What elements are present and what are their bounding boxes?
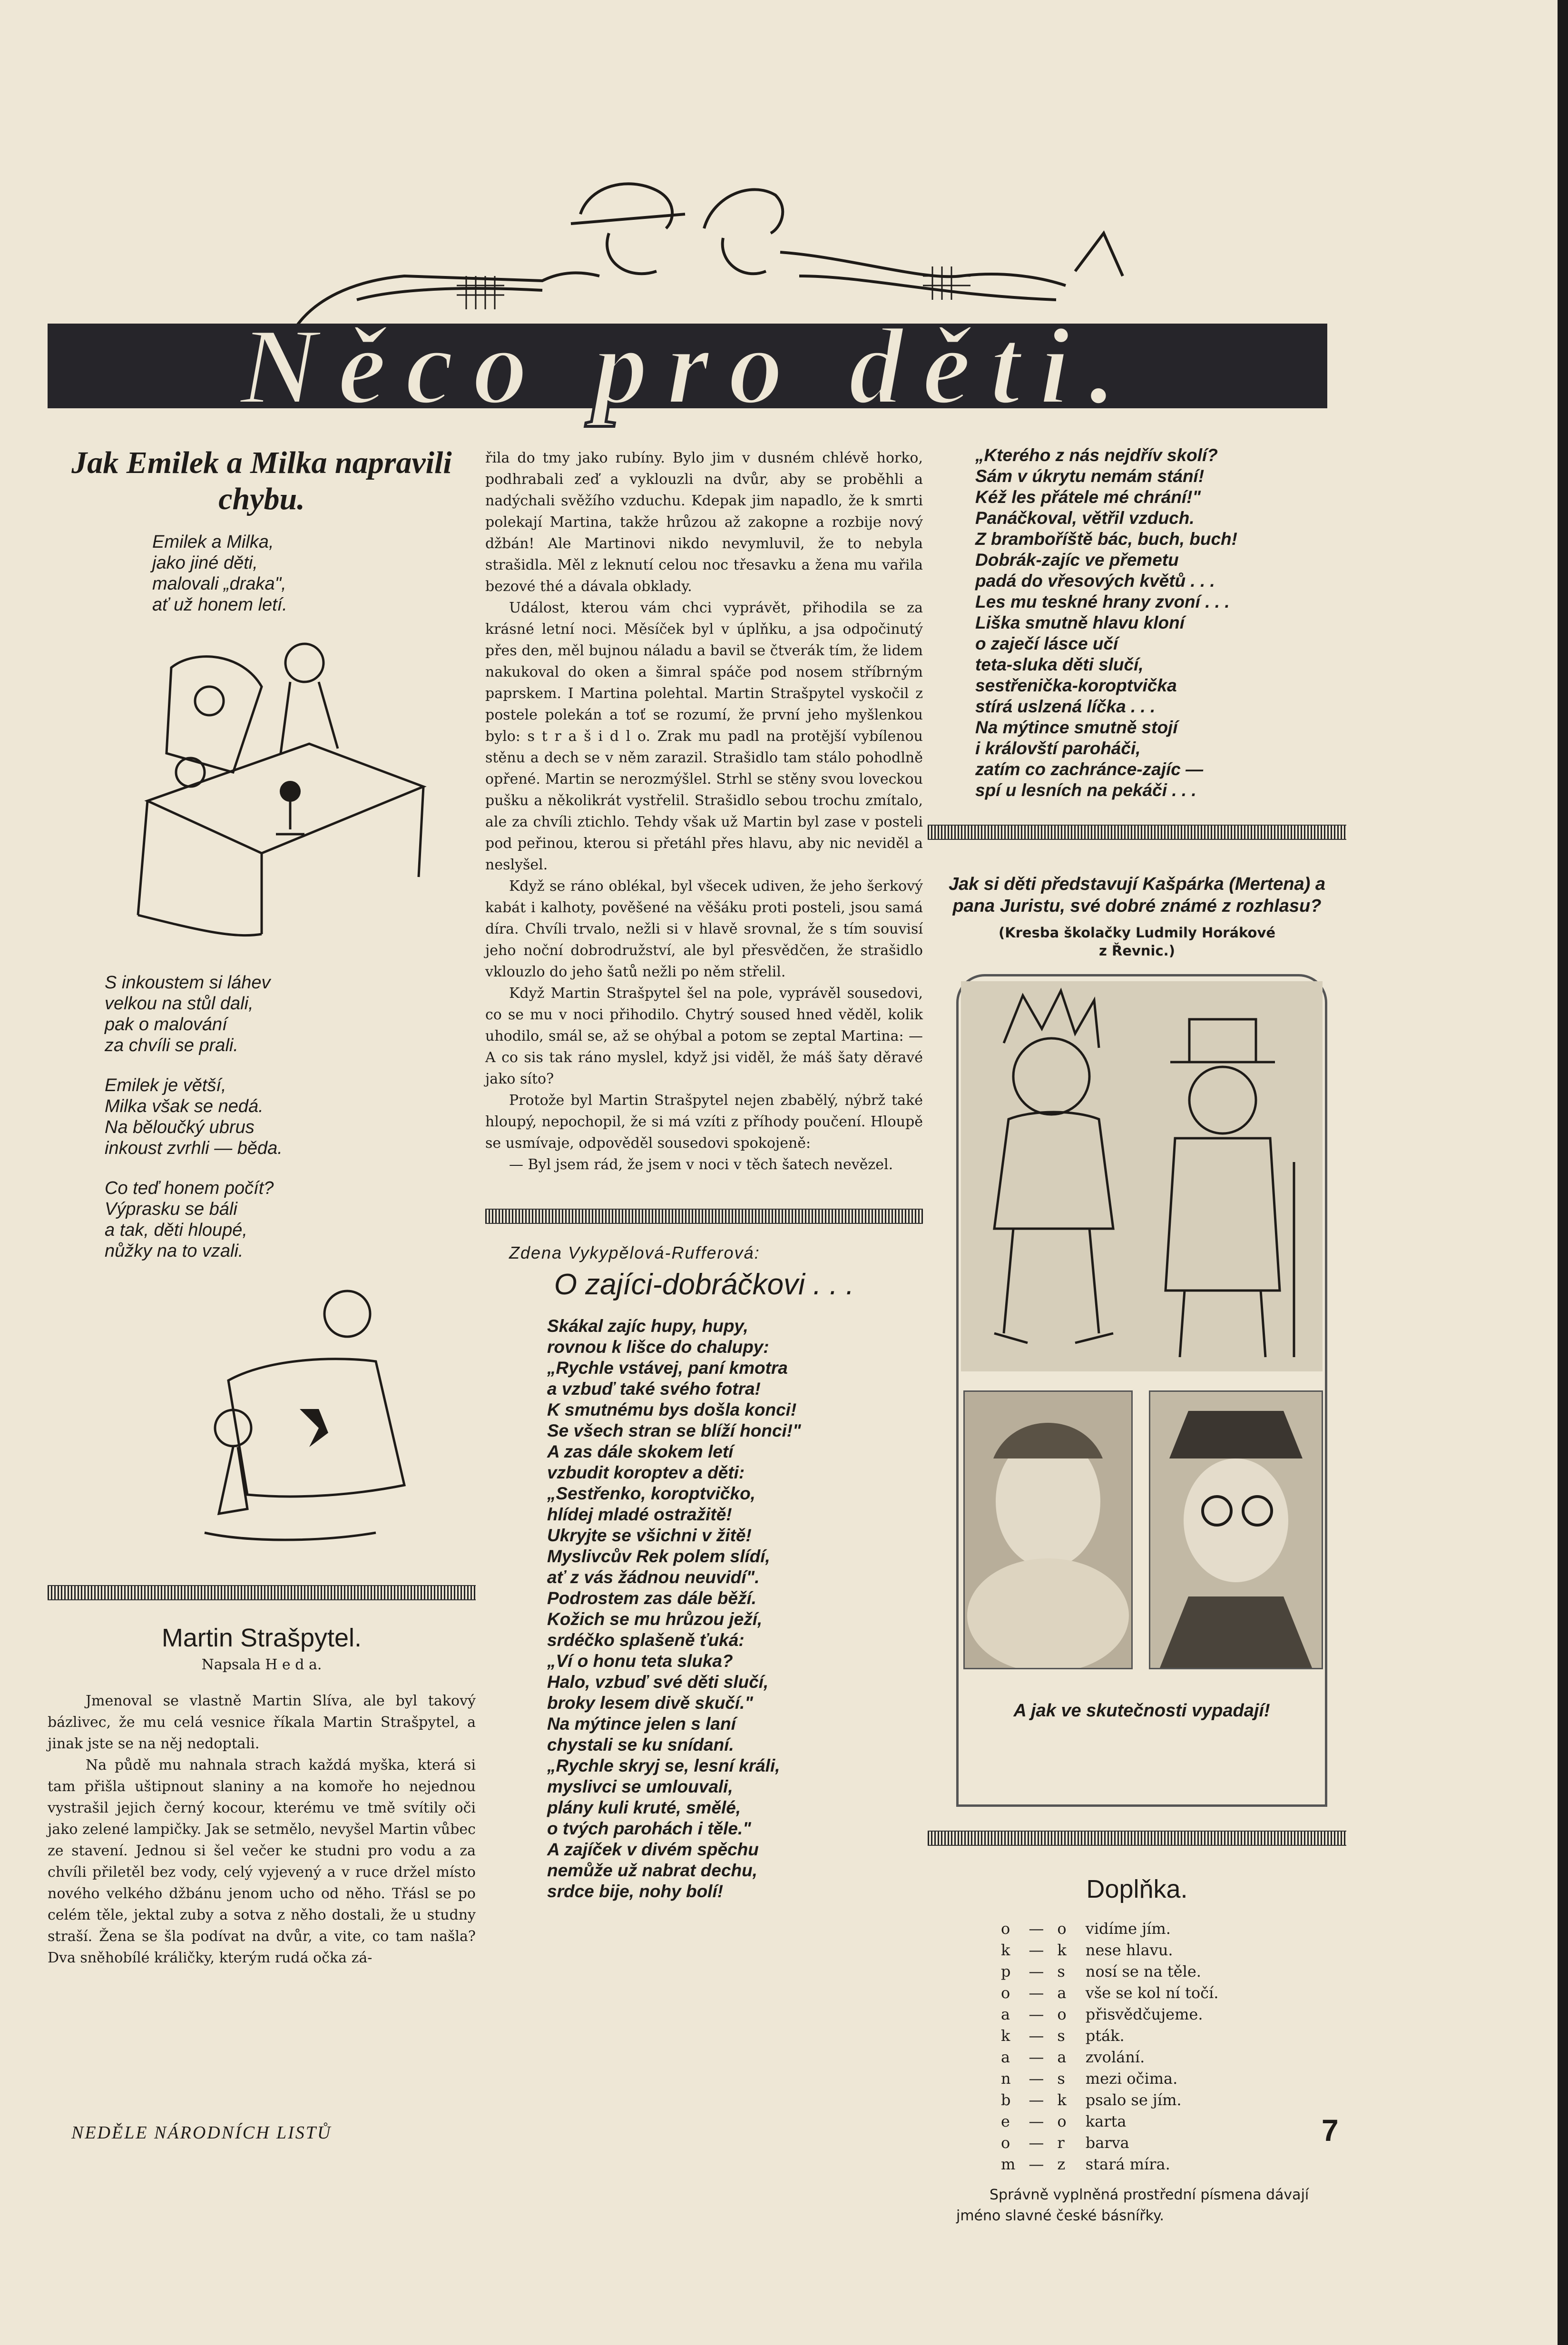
doplnka-cell: r bbox=[1057, 2134, 1065, 2152]
martin-text-left bbox=[48, 1690, 476, 1969]
kasparek-caption: Jak si děti představují Kašpárka (Mertena) a pana Juristu, své dobré známé z rozhlasu? bbox=[949, 874, 1325, 916]
doplnka-cell: vidíme jím. bbox=[1085, 1920, 1171, 1938]
title-banner bbox=[48, 305, 1327, 427]
column-left bbox=[48, 445, 476, 1969]
divider bbox=[928, 1831, 1346, 1846]
doplnka-cell: — bbox=[1029, 2069, 1044, 2088]
doplnka-cell: — bbox=[1029, 2005, 1044, 2023]
doplnka-cell: s bbox=[1057, 1962, 1065, 1980]
divider bbox=[928, 825, 1346, 840]
doplnka-cell: s bbox=[1057, 2069, 1065, 2088]
paragraph: Událost, kterou vám chci vyprávět, přihodila se za krásné letní noci. Měsíček byl v úplňku, a jsa odpočinutý přes den, měl bujnou náladu a bavil se čtverák tím, že lidem nakukoval do oken a šimral spáče pod nosem stříbrným paprskem. I Martina polehtal. Martin Strašpytel vyskočil z postele polekán a toť se rozumí, že první jeho myšlenkou bylo: s t r a š i d l o. Zrak mu padl na protější vybílenou stěnu a dech se v něm zarazil. Strašidlo tam stálo pohodlně opřené. Martin se nerozmýšlel. Strhl se stěny svou loveckou pušku a několikrát vystřelil. Strašidlo sebou trochu zmítalo, ale za chvíli ztichlo. Tehdy však už Martin byl zase v posteli pod peřinou, kterou si přetáhl přes hlavu, aby nic neviděl a neslyšel. bbox=[485, 600, 923, 873]
doplnka-row bbox=[994, 2089, 1225, 2111]
doplnka-cell: — bbox=[1029, 2027, 1044, 2045]
paragraph: Když Martin Strašpytel šel na pole, vyprávěl sousedovi, co se mu v noci přihodilo. Chytrý soused hned věděl, kolik uhodilo, smál se, až se ohýbal a potom se zeptal Martina: — A co sis tak ráno myslel, když jsi viděl, že máš šaty děravé jako síto? bbox=[485, 985, 923, 1087]
doplnka-cell: b bbox=[1001, 2091, 1011, 2109]
byline: Napsala H e d a. bbox=[201, 1656, 322, 1673]
doplnka-cell: — bbox=[1029, 2134, 1044, 2152]
doplnka-cell: o bbox=[1001, 1984, 1010, 2002]
doplnka-cell: — bbox=[1029, 2091, 1044, 2109]
photo-caption: A jak ve skutečnosti vypadají! bbox=[1013, 1701, 1270, 1721]
paragraph: Jmenoval se vlastně Martin Slíva, ale byl takový bázlivec, že mu celá vesnice říkala Martin Strašpytel, a jinak jste se na něj nedoptali. bbox=[48, 1693, 476, 1752]
paragraph: Na půdě mu nahnala strach každá myška, která si tam přišla uštipnout slaniny a na komoře ho nejednou vystrašil jejich černý kocour, kterému ve tmě svítily oči jako zelené lampičky. Jak se setmělo, nevyšel Martin vůbec ze stavení. Jednou si šel večer ke studni pro vodu a za chvíli přiletěl bez vody, celý vyjevený a v ruce držel místo nového velkého džbánu jenom ucho od něho. Třásl se po celém těle, jektal zuby a sotva z něho dostali, že u studny straší. Žena se šla podívat na dvůr, a vite, co tam našla? Dva sněhobílé králičky, kterým rudá očka zá- bbox=[48, 1757, 476, 1966]
paragraph: Protože byl Martin Strašpytel nejen zbabělý, nýbrž také hloupý, nepochopil, že si má vzíti z příhody poučení. Hloupě se usmívaje, odpověděl sousedovi spokojeně: bbox=[485, 1092, 923, 1152]
paragraph: řila do tmy jako rubíny. Bylo jim v dusném chlévě horko, podhrabali zeď a vyklouzli na dvůr, aby se proběhli a nadýchali svěžího vzduchu. Kdepak jim napadlo, že k smrti polekají Martina, takže hrůzou až zakopne a rozbije nový džbán! Ale Martinovi nikdo nevymluvil, že to nebyla strašidla. Měl z leknutí celou noc třesavku a žena mu vařila bezové thé a dávala obklady. bbox=[485, 450, 923, 595]
poem-title: O zajíci-dobráčkovi . . . bbox=[554, 1268, 854, 1301]
doplnka-row bbox=[994, 1961, 1225, 1982]
doplnka-cell: a bbox=[1001, 2005, 1010, 2023]
doplnka-cell: pták. bbox=[1085, 2027, 1125, 2045]
child-drawing bbox=[961, 981, 1323, 1371]
doplnka-cell: mezi očima. bbox=[1085, 2069, 1178, 2088]
doplnka-cell: o bbox=[1001, 2134, 1010, 2152]
paragraph: — Byl jsem rád, že jsem v noci v těch šatech nevězel. bbox=[509, 1156, 893, 1173]
doplnka-cell: vše se kol ní točí. bbox=[1085, 1984, 1219, 2002]
illustration-table bbox=[109, 630, 442, 953]
doplnka-cell: o bbox=[1057, 1920, 1067, 1938]
divider bbox=[48, 1585, 476, 1600]
poem-stanza-4: Co teď honem počít? Výprasku se báli a tak, děti hloupé, nůžky na to vzali. bbox=[105, 1178, 274, 1261]
doplnka-row bbox=[994, 2132, 1225, 2154]
martin-text-middle bbox=[485, 447, 923, 1175]
photo-kasparek bbox=[963, 1390, 1133, 1669]
doplnka-cell: psalo se jím. bbox=[1085, 2091, 1182, 2109]
story-title-emilek: Jak Emilek a Milka napravili chybu. bbox=[71, 445, 452, 516]
doplnka-row bbox=[994, 2068, 1225, 2089]
doplnka-row bbox=[994, 1940, 1225, 1961]
doplnka-cell: zvolání. bbox=[1085, 2048, 1145, 2066]
doplnka-cell: přisvědčujeme. bbox=[1085, 2005, 1203, 2023]
doplnka-cell: nese hlavu. bbox=[1085, 1941, 1173, 1959]
doplnka-cell: n bbox=[1001, 2069, 1011, 2088]
doplnka-cell: o bbox=[1057, 2112, 1067, 2130]
column-right bbox=[928, 445, 1346, 2227]
footer-publication: NEDĚLE NÁRODNÍCH LISTŮ bbox=[71, 2123, 332, 2143]
poem-zajic-part-1: Skákal zajíc hupy, hupy, rovnou k lišce do chalupy: „Rychle vstávej, paní kmotra a vzbuď také svého fotra! K smutnému bys došla konci! Se všech stran se blíží honci!" A zas dále skokem letí vzbudit koroptev a děti: „Sestřenko, koroptvičko, hlídej mladé ostražitě! Ukryjte se všichni v žitě! Myslivcův Rek polem slídí, ať z vás žádnou neuvidí". Podrostem zas dále běží. Kožich se mu hrůzou ježí, srdéčko splašeně ťuká: „Ví o honu teta sluka? Halo, vzbuď své děti slučí, broky lesem divě skučí." Na mýtince jelen s laní chystali se ku snídaní. „Rychle skryj se, lesní králi, myslivci se umlouvali, plány kuli kruté, smělé, o tvých parohách i těle." A zajíček v divém spěchu nemůže už nabrat dechu, srdce bije, nohy bolí! bbox=[547, 1316, 801, 1901]
doplnka-cell: k bbox=[1057, 1941, 1067, 1959]
doplnka-cell: — bbox=[1029, 1920, 1044, 1938]
drawing-credit: (Kresba školačky Ludmily Horákové z Řevnic.) bbox=[998, 925, 1276, 959]
doplnka-cell: a bbox=[1057, 2048, 1067, 2066]
doplnka-cell: k bbox=[1001, 2027, 1010, 2045]
doplnka-cell: s bbox=[1057, 2027, 1065, 2045]
doplnka-cell: m bbox=[1001, 2155, 1016, 2173]
poem-stanza-3: Emilek je větší, Milka však se nedá. Na běloučký ubrus inkoust zvrhli — běda. bbox=[105, 1075, 283, 1158]
photo-frame bbox=[956, 974, 1327, 1807]
doplnka-cell: a bbox=[1057, 1984, 1067, 2002]
doplnka-cell: z bbox=[1057, 2155, 1066, 2173]
doplnka-cell: — bbox=[1029, 1984, 1044, 2002]
doplnka-cell: — bbox=[1029, 1962, 1044, 1980]
poem-author: Zdena Vykypělová-Rufferová: bbox=[509, 1243, 760, 1262]
doplnka-row bbox=[994, 2047, 1225, 2068]
column-middle bbox=[485, 447, 923, 1902]
poem-zajic-part-2: „Kterého z nás nejdřív skolí? Sám v úkrytu nemám stání! Kéž les přátele mé chrání!" Panáčkoval, větřil vzduch. Z bramboříště bác, buch, buch! Dobrák-zajíc ve přemetu padá do vřesových květů . . . Les mu teskné hrany zvoní . . . Liška smutně hlavu kloní o zaječí lásce učí teta-sluka děti slučí, sestřenička-koroptvička stírá uslzená líčka . . . Na mýtince smutně stojí i královští paroháči, zatím co zachránce-zajíc — spí u lesních na pekáči . . . bbox=[975, 445, 1237, 800]
page-number: 7 bbox=[1322, 2113, 1339, 2148]
doplnka-cell: k bbox=[1001, 1941, 1010, 1959]
banner-title: Něco pro děti. bbox=[239, 305, 1136, 427]
doplnka-table bbox=[994, 1918, 1225, 2175]
doplnka-cell: — bbox=[1029, 2048, 1044, 2066]
doplnka-title: Doplňka. bbox=[1086, 1875, 1188, 1903]
doplnka-row bbox=[994, 2154, 1225, 2175]
doplnka-cell: k bbox=[1057, 2091, 1067, 2109]
doplnka-cell: stará míra. bbox=[1085, 2155, 1170, 2173]
poem-stanza-2: S inkoustem si láhev velkou na stůl dali, pak o malování za chvíli se prali. bbox=[105, 973, 271, 1055]
doplnka-row bbox=[994, 1982, 1225, 2004]
doplnka-row bbox=[994, 1918, 1225, 1940]
doplnka-cell: o bbox=[1001, 1920, 1010, 1938]
doplnka-cell: — bbox=[1029, 1941, 1044, 1959]
doplnka-cell: p bbox=[1001, 1962, 1011, 1980]
doplnka-cell: — bbox=[1029, 2112, 1044, 2130]
poem-stanza-1: Emilek a Milka, jako jiné děti, malovali „draka", ať už honem letí. bbox=[152, 532, 287, 615]
story-title-martin: Martin Strašpytel. bbox=[161, 1624, 362, 1652]
doplnka-row bbox=[994, 2025, 1225, 2047]
page-edge bbox=[1558, 0, 1568, 2345]
doplnka-note: Správně vyplněná prostřední písmena dávají jméno slavné české básnířky. bbox=[956, 2187, 1309, 2224]
doplnka-cell: karta bbox=[1085, 2112, 1127, 2130]
doplnka-cell: barva bbox=[1085, 2134, 1129, 2152]
portrait-kasparek bbox=[965, 1392, 1131, 1668]
doplnka-cell: o bbox=[1057, 2005, 1067, 2023]
illustration-children-cloth bbox=[176, 1285, 442, 1552]
doplnka-cell: nosí se na těle. bbox=[1085, 1962, 1201, 1980]
doplnka-row bbox=[994, 2004, 1225, 2025]
photo-jurista bbox=[1149, 1390, 1323, 1669]
doplnka-cell: e bbox=[1001, 2112, 1010, 2130]
doplnka-row bbox=[994, 2111, 1225, 2132]
paragraph: Když se ráno oblékal, byl všecek udiven, že jeho šerkový kabát i kalhoty, pověšené na věšáku proti posteli, jsou samá díra. Chvíli trvalo, nežli si v hlavě srovnal, že s tím souvisí jeho noční dobrodružství, ale byl přesvědčen, že strašidlo vklouzlo do jeho šatů nežli po něm střelil. bbox=[485, 878, 923, 980]
divider bbox=[485, 1209, 923, 1224]
portrait-jurista bbox=[1150, 1392, 1322, 1668]
doplnka-cell: — bbox=[1029, 2155, 1044, 2173]
doplnka-cell: a bbox=[1001, 2048, 1010, 2066]
